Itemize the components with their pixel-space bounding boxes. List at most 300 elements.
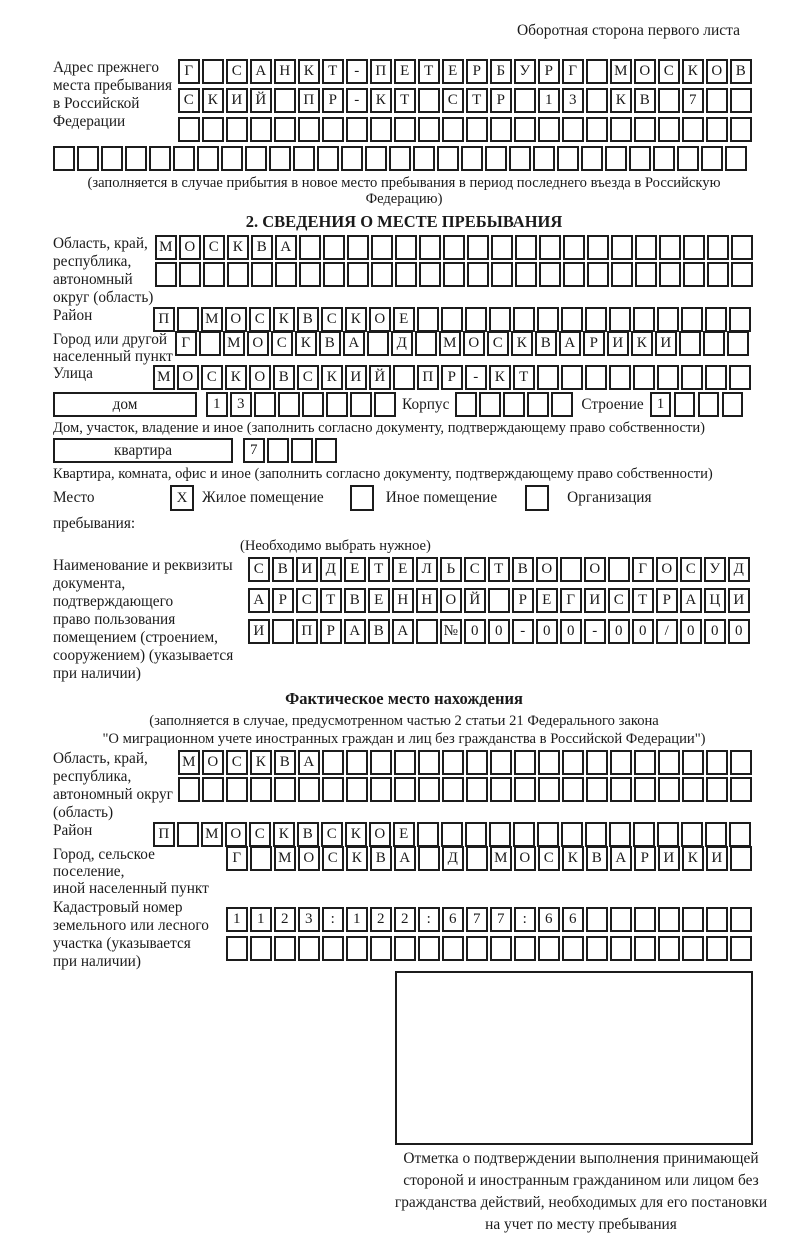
char-cell[interactable]: С: [249, 307, 271, 332]
char-cell[interactable]: М: [178, 750, 200, 775]
char-cell[interactable]: [586, 750, 608, 775]
char-cell[interactable]: Ц: [704, 588, 726, 613]
char-cell[interactable]: В: [274, 750, 296, 775]
char-cell[interactable]: [633, 822, 655, 847]
char-cell[interactable]: [199, 331, 221, 356]
char-cell[interactable]: [250, 846, 272, 871]
char-cell[interactable]: 6: [562, 907, 584, 932]
char-cell[interactable]: П: [153, 822, 175, 847]
char-cell[interactable]: Р: [656, 588, 678, 613]
char-cell[interactable]: [515, 235, 537, 260]
char-cell[interactable]: [267, 438, 289, 463]
char-cell[interactable]: [278, 392, 300, 417]
char-cell[interactable]: [274, 777, 296, 802]
char-cell[interactable]: А: [394, 846, 416, 871]
char-cell[interactable]: Н: [392, 588, 414, 613]
char-cell[interactable]: [539, 235, 561, 260]
char-cell[interactable]: О: [369, 822, 391, 847]
char-cell[interactable]: [701, 146, 723, 171]
char-cell[interactable]: [395, 235, 417, 260]
char-cell[interactable]: Н: [274, 59, 296, 84]
char-cell[interactable]: С: [178, 88, 200, 113]
char-cell[interactable]: [608, 557, 630, 582]
char-cell[interactable]: [466, 750, 488, 775]
char-cell[interactable]: [611, 262, 633, 287]
char-cell[interactable]: С: [201, 365, 223, 390]
char-cell[interactable]: [227, 262, 249, 287]
char-cell[interactable]: [394, 936, 416, 961]
char-cell[interactable]: 3: [562, 88, 584, 113]
char-cell[interactable]: [705, 307, 727, 332]
char-cell[interactable]: В: [512, 557, 534, 582]
char-cell[interactable]: [323, 235, 345, 260]
char-cell[interactable]: Д: [320, 557, 342, 582]
char-cell[interactable]: [539, 262, 561, 287]
char-cell[interactable]: [202, 117, 224, 142]
char-cell[interactable]: [370, 117, 392, 142]
char-cell[interactable]: [586, 777, 608, 802]
char-cell[interactable]: [226, 777, 248, 802]
char-cell[interactable]: М: [155, 235, 177, 260]
char-cell[interactable]: 1: [346, 907, 368, 932]
char-cell[interactable]: [374, 392, 396, 417]
char-cell[interactable]: О: [634, 59, 656, 84]
char-cell[interactable]: К: [250, 750, 272, 775]
char-cell[interactable]: [561, 822, 583, 847]
char-cell[interactable]: М: [274, 846, 296, 871]
char-cell[interactable]: [491, 262, 513, 287]
char-cell[interactable]: [370, 777, 392, 802]
char-cell[interactable]: О: [177, 365, 199, 390]
char-cell[interactable]: [466, 846, 488, 871]
char-cell[interactable]: [346, 117, 368, 142]
char-cell[interactable]: [610, 936, 632, 961]
char-cell[interactable]: [634, 777, 656, 802]
char-cell[interactable]: [586, 907, 608, 932]
char-cell[interactable]: И: [607, 331, 629, 356]
char-cell[interactable]: Т: [488, 557, 510, 582]
char-cell[interactable]: [315, 438, 337, 463]
char-cell[interactable]: А: [559, 331, 581, 356]
char-cell[interactable]: [682, 936, 704, 961]
char-cell[interactable]: К: [631, 331, 653, 356]
char-cell[interactable]: [557, 146, 579, 171]
char-cell[interactable]: О: [225, 307, 247, 332]
char-cell[interactable]: [413, 146, 435, 171]
char-cell[interactable]: В: [368, 619, 390, 644]
char-cell[interactable]: [731, 262, 753, 287]
char-cell[interactable]: В: [273, 365, 295, 390]
char-cell[interactable]: [322, 777, 344, 802]
char-cell[interactable]: [203, 262, 225, 287]
char-cell[interactable]: [254, 392, 276, 417]
organization-checkbox[interactable]: [525, 485, 549, 511]
char-cell[interactable]: [586, 88, 608, 113]
char-cell[interactable]: [561, 365, 583, 390]
char-cell[interactable]: [346, 750, 368, 775]
char-cell[interactable]: [562, 936, 584, 961]
char-cell[interactable]: [657, 365, 679, 390]
char-cell[interactable]: [491, 235, 513, 260]
char-cell[interactable]: С: [658, 59, 680, 84]
char-cell[interactable]: К: [227, 235, 249, 260]
char-cell[interactable]: П: [298, 88, 320, 113]
char-cell[interactable]: [677, 146, 699, 171]
char-cell[interactable]: 0: [560, 619, 582, 644]
char-cell[interactable]: [317, 146, 339, 171]
char-cell[interactable]: О: [179, 235, 201, 260]
char-cell[interactable]: [610, 750, 632, 775]
char-cell[interactable]: [514, 936, 536, 961]
char-cell[interactable]: Г: [175, 331, 197, 356]
char-cell[interactable]: -: [346, 59, 368, 84]
char-cell[interactable]: 0: [704, 619, 726, 644]
char-cell[interactable]: [418, 846, 440, 871]
char-cell[interactable]: В: [251, 235, 273, 260]
char-cell[interactable]: С: [442, 88, 464, 113]
char-cell[interactable]: [485, 146, 507, 171]
char-cell[interactable]: [465, 307, 487, 332]
char-cell[interactable]: Е: [368, 588, 390, 613]
char-cell[interactable]: [179, 262, 201, 287]
char-cell[interactable]: [514, 88, 536, 113]
char-cell[interactable]: Н: [416, 588, 438, 613]
char-cell[interactable]: [441, 307, 463, 332]
char-cell[interactable]: [674, 392, 696, 417]
char-cell[interactable]: [53, 146, 75, 171]
char-cell[interactable]: А: [344, 619, 366, 644]
char-cell[interactable]: -: [346, 88, 368, 113]
char-cell[interactable]: [442, 936, 464, 961]
char-cell[interactable]: [658, 777, 680, 802]
char-cell[interactable]: В: [370, 846, 392, 871]
char-cell[interactable]: [586, 117, 608, 142]
char-cell[interactable]: [682, 750, 704, 775]
char-cell[interactable]: И: [296, 557, 318, 582]
char-cell[interactable]: [658, 750, 680, 775]
char-cell[interactable]: /: [656, 619, 678, 644]
char-cell[interactable]: Р: [441, 365, 463, 390]
char-cell[interactable]: [466, 936, 488, 961]
char-cell[interactable]: [394, 117, 416, 142]
char-cell[interactable]: С: [322, 846, 344, 871]
char-cell[interactable]: [371, 262, 393, 287]
char-cell[interactable]: :: [514, 907, 536, 932]
char-cell[interactable]: [683, 262, 705, 287]
char-cell[interactable]: [698, 392, 720, 417]
char-cell[interactable]: [350, 392, 372, 417]
char-cell[interactable]: [125, 146, 147, 171]
char-cell[interactable]: О: [536, 557, 558, 582]
char-cell[interactable]: [489, 822, 511, 847]
char-cell[interactable]: :: [322, 907, 344, 932]
char-cell[interactable]: [418, 936, 440, 961]
char-cell[interactable]: [490, 750, 512, 775]
char-cell[interactable]: [302, 392, 324, 417]
char-cell[interactable]: [341, 146, 363, 171]
char-cell[interactable]: [323, 262, 345, 287]
char-cell[interactable]: Л: [416, 557, 438, 582]
char-cell[interactable]: 6: [538, 907, 560, 932]
char-cell[interactable]: [178, 777, 200, 802]
char-cell[interactable]: [479, 392, 501, 417]
char-cell[interactable]: [489, 307, 511, 332]
char-cell[interactable]: К: [295, 331, 317, 356]
char-cell[interactable]: [389, 146, 411, 171]
char-cell[interactable]: [563, 235, 585, 260]
char-cell[interactable]: [611, 235, 633, 260]
char-cell[interactable]: 7: [243, 438, 265, 463]
char-cell[interactable]: [706, 777, 728, 802]
char-cell[interactable]: [725, 146, 747, 171]
char-cell[interactable]: [298, 936, 320, 961]
char-cell[interactable]: [659, 235, 681, 260]
char-cell[interactable]: 1: [650, 392, 672, 417]
char-cell[interactable]: [706, 750, 728, 775]
char-cell[interactable]: [443, 235, 465, 260]
char-cell[interactable]: Р: [320, 619, 342, 644]
char-cell[interactable]: Г: [226, 846, 248, 871]
char-cell[interactable]: К: [346, 846, 368, 871]
char-cell[interactable]: 1: [226, 907, 248, 932]
char-cell[interactable]: [634, 117, 656, 142]
char-cell[interactable]: [605, 146, 627, 171]
char-cell[interactable]: [681, 307, 703, 332]
char-cell[interactable]: Т: [394, 88, 416, 113]
char-cell[interactable]: 0: [536, 619, 558, 644]
char-cell[interactable]: [442, 117, 464, 142]
char-cell[interactable]: [274, 117, 296, 142]
char-cell[interactable]: [418, 777, 440, 802]
char-cell[interactable]: А: [250, 59, 272, 84]
char-cell[interactable]: [419, 262, 441, 287]
char-cell[interactable]: С: [464, 557, 486, 582]
char-cell[interactable]: [250, 117, 272, 142]
other-premises-checkbox[interactable]: [350, 485, 374, 511]
char-cell[interactable]: Д: [391, 331, 413, 356]
char-cell[interactable]: Г: [562, 59, 584, 84]
char-cell[interactable]: [731, 235, 753, 260]
char-cell[interactable]: К: [370, 88, 392, 113]
char-cell[interactable]: К: [321, 365, 343, 390]
char-cell[interactable]: [537, 365, 559, 390]
char-cell[interactable]: [538, 936, 560, 961]
char-cell[interactable]: [610, 117, 632, 142]
char-cell[interactable]: И: [658, 846, 680, 871]
char-cell[interactable]: [730, 907, 752, 932]
char-cell[interactable]: П: [153, 307, 175, 332]
char-cell[interactable]: С: [538, 846, 560, 871]
char-cell[interactable]: [562, 117, 584, 142]
char-cell[interactable]: 1: [250, 907, 272, 932]
char-cell[interactable]: М: [153, 365, 175, 390]
char-cell[interactable]: Е: [393, 822, 415, 847]
char-cell[interactable]: [417, 307, 439, 332]
char-cell[interactable]: Е: [393, 307, 415, 332]
char-cell[interactable]: [610, 777, 632, 802]
char-cell[interactable]: Й: [464, 588, 486, 613]
char-cell[interactable]: [515, 262, 537, 287]
char-cell[interactable]: Т: [466, 88, 488, 113]
char-cell[interactable]: [706, 117, 728, 142]
char-cell[interactable]: [221, 146, 243, 171]
char-cell[interactable]: С: [680, 557, 702, 582]
char-cell[interactable]: [346, 936, 368, 961]
char-cell[interactable]: С: [321, 307, 343, 332]
char-cell[interactable]: А: [392, 619, 414, 644]
char-cell[interactable]: В: [344, 588, 366, 613]
char-cell[interactable]: Д: [442, 846, 464, 871]
char-cell[interactable]: Е: [392, 557, 414, 582]
char-cell[interactable]: С: [203, 235, 225, 260]
char-cell[interactable]: [730, 936, 752, 961]
char-cell[interactable]: [298, 777, 320, 802]
char-cell[interactable]: [149, 146, 171, 171]
char-cell[interactable]: О: [440, 588, 462, 613]
char-cell[interactable]: [298, 117, 320, 142]
char-cell[interactable]: В: [586, 846, 608, 871]
char-cell[interactable]: К: [225, 365, 247, 390]
char-cell[interactable]: [633, 307, 655, 332]
char-cell[interactable]: [706, 88, 728, 113]
char-cell[interactable]: [703, 331, 725, 356]
char-cell[interactable]: Р: [512, 588, 534, 613]
char-cell[interactable]: [634, 750, 656, 775]
char-cell[interactable]: [202, 59, 224, 84]
char-cell[interactable]: И: [345, 365, 367, 390]
char-cell[interactable]: [707, 262, 729, 287]
char-cell[interactable]: [326, 392, 348, 417]
char-cell[interactable]: [683, 235, 705, 260]
char-cell[interactable]: [418, 88, 440, 113]
char-cell[interactable]: М: [610, 59, 632, 84]
char-cell[interactable]: Р: [583, 331, 605, 356]
char-cell[interactable]: [705, 365, 727, 390]
char-cell[interactable]: [418, 750, 440, 775]
char-cell[interactable]: 7: [466, 907, 488, 932]
char-cell[interactable]: [441, 822, 463, 847]
char-cell[interactable]: [226, 117, 248, 142]
char-cell[interactable]: [365, 146, 387, 171]
char-cell[interactable]: 0: [488, 619, 510, 644]
char-cell[interactable]: -: [465, 365, 487, 390]
char-cell[interactable]: К: [345, 307, 367, 332]
char-cell[interactable]: Р: [466, 59, 488, 84]
char-cell[interactable]: [634, 907, 656, 932]
char-cell[interactable]: [346, 777, 368, 802]
char-cell[interactable]: 0: [632, 619, 654, 644]
char-cell[interactable]: [706, 936, 728, 961]
char-cell[interactable]: [609, 822, 631, 847]
char-cell[interactable]: [730, 846, 752, 871]
char-cell[interactable]: [197, 146, 219, 171]
char-cell[interactable]: С: [226, 59, 248, 84]
char-cell[interactable]: [299, 235, 321, 260]
char-cell[interactable]: С: [248, 557, 270, 582]
char-cell[interactable]: [202, 777, 224, 802]
char-cell[interactable]: О: [706, 59, 728, 84]
char-cell[interactable]: [562, 777, 584, 802]
char-cell[interactable]: О: [463, 331, 485, 356]
char-cell[interactable]: И: [655, 331, 677, 356]
char-cell[interactable]: К: [682, 59, 704, 84]
char-cell[interactable]: К: [345, 822, 367, 847]
char-cell[interactable]: 0: [464, 619, 486, 644]
char-cell[interactable]: [537, 307, 559, 332]
char-cell[interactable]: [633, 365, 655, 390]
char-cell[interactable]: 1: [538, 88, 560, 113]
char-cell[interactable]: Б: [490, 59, 512, 84]
char-cell[interactable]: [538, 777, 560, 802]
char-cell[interactable]: [269, 146, 291, 171]
char-cell[interactable]: [490, 936, 512, 961]
char-cell[interactable]: С: [226, 750, 248, 775]
char-cell[interactable]: [394, 750, 416, 775]
char-cell[interactable]: [395, 262, 417, 287]
residential-premises-checkbox[interactable]: [170, 485, 194, 511]
char-cell[interactable]: К: [273, 307, 295, 332]
char-cell[interactable]: Е: [394, 59, 416, 84]
char-cell[interactable]: Р: [322, 88, 344, 113]
char-cell[interactable]: [679, 331, 701, 356]
char-cell[interactable]: П: [370, 59, 392, 84]
char-cell[interactable]: С: [296, 588, 318, 613]
char-cell[interactable]: К: [298, 59, 320, 84]
char-cell[interactable]: [610, 907, 632, 932]
char-cell[interactable]: [415, 331, 437, 356]
char-cell[interactable]: [367, 331, 389, 356]
char-cell[interactable]: [707, 235, 729, 260]
char-cell[interactable]: [560, 557, 582, 582]
char-cell[interactable]: [443, 262, 465, 287]
char-cell[interactable]: [245, 146, 267, 171]
char-cell[interactable]: К: [682, 846, 704, 871]
char-cell[interactable]: [657, 822, 679, 847]
char-cell[interactable]: Г: [632, 557, 654, 582]
char-cell[interactable]: Т: [322, 59, 344, 84]
char-cell[interactable]: [467, 262, 489, 287]
char-cell[interactable]: [538, 750, 560, 775]
char-cell[interactable]: [442, 750, 464, 775]
char-cell[interactable]: [681, 365, 703, 390]
char-cell[interactable]: [226, 936, 248, 961]
char-cell[interactable]: [466, 777, 488, 802]
char-cell[interactable]: [77, 146, 99, 171]
char-cell[interactable]: 0: [680, 619, 702, 644]
char-cell[interactable]: [609, 307, 631, 332]
char-cell[interactable]: [465, 822, 487, 847]
char-cell[interactable]: А: [343, 331, 365, 356]
char-cell[interactable]: 0: [728, 619, 750, 644]
char-cell[interactable]: [371, 235, 393, 260]
char-cell[interactable]: [417, 822, 439, 847]
char-cell[interactable]: Т: [632, 588, 654, 613]
char-cell[interactable]: [635, 262, 657, 287]
char-cell[interactable]: О: [247, 331, 269, 356]
char-cell[interactable]: [347, 235, 369, 260]
char-cell[interactable]: И: [248, 619, 270, 644]
char-cell[interactable]: К: [489, 365, 511, 390]
char-cell[interactable]: И: [728, 588, 750, 613]
char-cell[interactable]: И: [706, 846, 728, 871]
char-cell[interactable]: [455, 392, 477, 417]
char-cell[interactable]: [609, 365, 631, 390]
char-cell[interactable]: №: [440, 619, 462, 644]
char-cell[interactable]: О: [584, 557, 606, 582]
char-cell[interactable]: [730, 750, 752, 775]
char-cell[interactable]: М: [201, 822, 223, 847]
char-cell[interactable]: [653, 146, 675, 171]
